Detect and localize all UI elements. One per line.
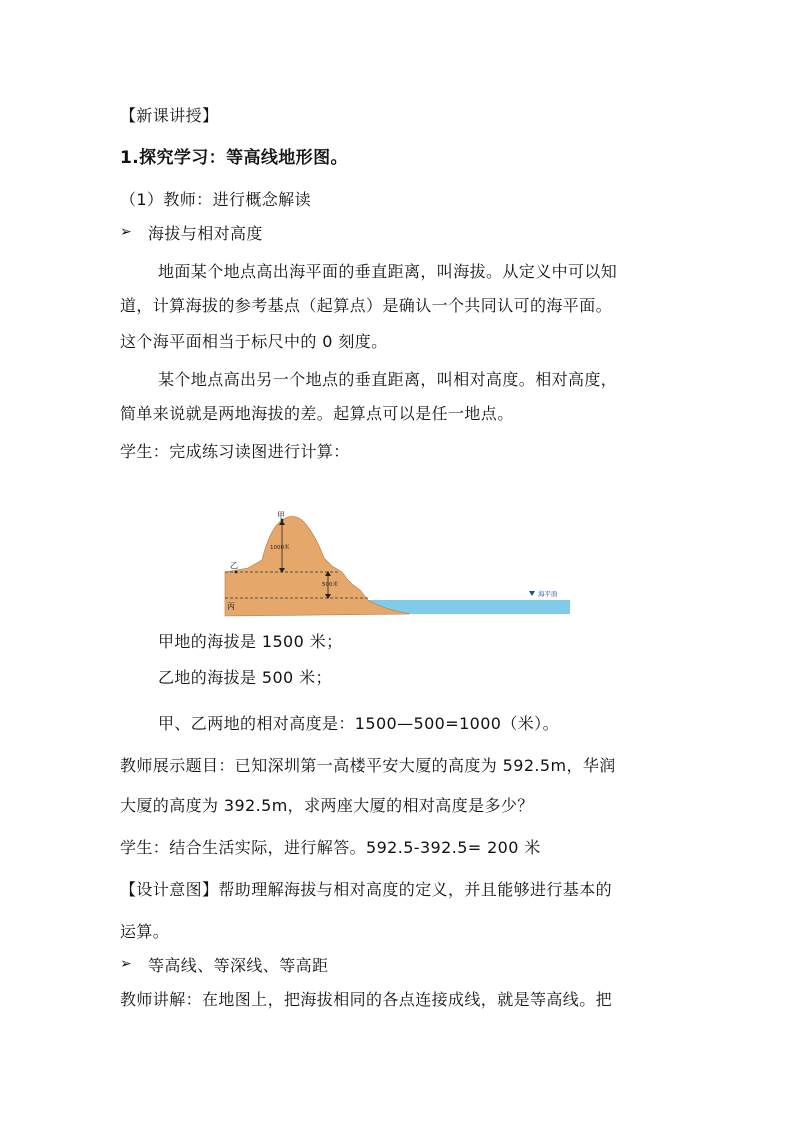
student-task: 学生：完成练习读图进行计算：: [120, 442, 350, 461]
bullet-altitude-title: 海拔与相对高度: [148, 224, 263, 243]
paragraph-line: 简单来说就是两地海拔的差。起算点可以是任一地点。: [120, 404, 514, 423]
answer-line: 甲地的海拔是 1500 米；: [158, 632, 343, 651]
design-intent-line: 运算。: [120, 922, 170, 941]
teacher-question-line: 教师展示题目：已知深圳第一高楼平安大厦的高度为 592.5m，华润: [120, 756, 616, 775]
section-title: 1.探究学习：等高线地形图。: [120, 148, 348, 168]
bullet-arrow-icon: ➢: [120, 956, 132, 972]
paragraph-line: 道，计算海拔的参考基点（起算点）是确认一个共同认可的海平面。: [120, 296, 613, 315]
point-yi: [235, 571, 238, 574]
student-answer: 学生：结合生活实际，进行解答。592.5-392.5= 200 米: [120, 838, 541, 857]
paragraph-line: 这个海平面相当于标尺中的 0 刻度。: [120, 332, 388, 351]
sea-level-triangle-icon: [529, 591, 535, 596]
label-500m: 500米: [322, 582, 338, 588]
label-bing: 丙: [227, 602, 235, 611]
label-sea-level: 海平面: [538, 590, 558, 598]
paragraph-line: 某个地点高出另一个地点的垂直距离，叫相对高度。相对高度，: [158, 370, 618, 389]
design-intent-line: 【设计意图】帮助理解海拔与相对高度的定义，并且能够进行基本的: [120, 880, 613, 899]
teacher-question-line: 大厦的高度为 392.5m，求两座大厦的相对高度是多少？: [120, 796, 534, 815]
label-1000m: 1000米: [270, 545, 290, 551]
altitude-diagram: [220, 508, 572, 618]
paragraph-line: 地面某个地点高出海平面的垂直距离，叫海拔。从定义中可以知: [158, 262, 618, 281]
label-yi: 乙: [230, 561, 238, 570]
label-jia: 甲: [277, 511, 285, 520]
new-lesson-heading: 【新课讲授】: [120, 106, 219, 125]
answer-line: 乙地的海拔是 500 米；: [158, 668, 332, 687]
teacher-explain: 教师讲解：在地图上，把海拔相同的各点连接成线，就是等高线。把: [120, 990, 613, 1009]
bullet-contour-title: 等高线、等深线、等高距: [148, 956, 329, 975]
answer-line: 甲、乙两地的相对高度是：1500—500=1000（米）。: [158, 714, 559, 733]
subsection-teacher: （1）教师：进行概念解读: [120, 190, 311, 209]
bullet-arrow-icon: ➢: [120, 224, 132, 240]
